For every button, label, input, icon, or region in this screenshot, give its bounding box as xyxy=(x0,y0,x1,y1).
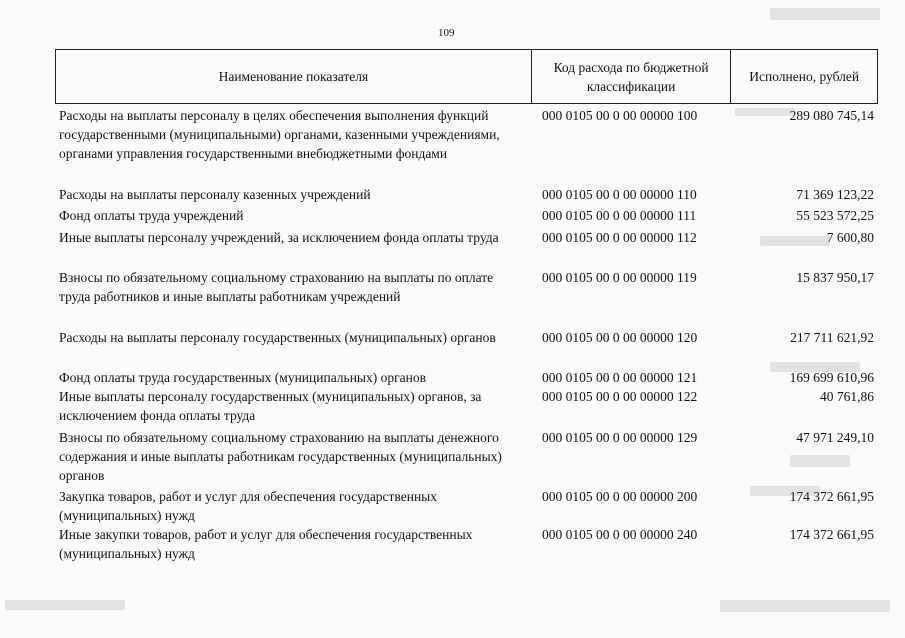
table-row xyxy=(55,268,878,325)
row-amount: 40 761,86 xyxy=(820,389,874,404)
row-amount: 47 971 249,10 xyxy=(796,430,874,445)
row-code: 000 0105 00 0 00 00000 111 xyxy=(542,208,697,223)
row-name: Взносы по обязательному социальному страхованию на выплаты по оплате труда работников и иные выплаты работникам учреждений xyxy=(59,270,494,304)
row-amount: 7 600,80 xyxy=(826,230,874,245)
row-code: 000 0105 00 0 00 00000 240 xyxy=(542,527,698,542)
table-row xyxy=(55,328,878,366)
table-row xyxy=(55,368,878,387)
row-name: Фонд оплаты труда учреждений xyxy=(59,208,244,223)
scan-noise xyxy=(5,600,125,610)
table-row xyxy=(55,228,878,266)
scan-noise xyxy=(790,455,850,467)
row-name: Иные выплаты персоналу государственных (муниципальных) органов, за исключением фонда оплаты труда xyxy=(59,389,482,423)
row-amount: 174 372 661,95 xyxy=(789,489,874,504)
row-code: 000 0105 00 0 00 00000 129 xyxy=(542,430,698,445)
row-code: 000 0105 00 0 00 00000 110 xyxy=(542,187,697,202)
row-amount: 217 711 621,92 xyxy=(790,330,874,345)
scan-noise xyxy=(760,236,830,246)
table-row xyxy=(55,387,878,425)
row-name: Закупка товаров, работ и услуг для обеспечения государственных (муниципальных) нужд xyxy=(59,489,438,523)
scan-noise xyxy=(720,600,890,612)
row-amount: 169 699 610,96 xyxy=(789,370,874,385)
table-row xyxy=(55,206,878,225)
scan-noise xyxy=(770,8,880,20)
row-name: Расходы на выплаты персоналу в целях обеспечения выполнения функций государственными (муниципальными) органами, казенными учреждениями, органами управления государственными внебюджетными фондами xyxy=(59,108,500,161)
scan-noise xyxy=(750,486,820,496)
row-name: Иные закупки товаров, работ и услуг для обеспечения государственных (муниципальных) нужд xyxy=(59,527,473,561)
row-name: Расходы на выплаты персоналу государственных (муниципальных) органов xyxy=(59,330,496,345)
row-code: 000 0105 00 0 00 00000 119 xyxy=(542,270,697,285)
header-name: Наименование показателя xyxy=(56,50,532,103)
row-name: Иные выплаты персоналу учреждений, за исключением фонда оплаты труда xyxy=(59,230,499,245)
table-row xyxy=(55,428,878,485)
table-row xyxy=(55,525,878,563)
row-name: Фонд оплаты труда государственных (муниципальных) органов xyxy=(59,370,426,385)
row-amount: 55 523 572,25 xyxy=(796,208,874,223)
row-code: 000 0105 00 0 00 00000 112 xyxy=(542,230,697,245)
row-code: 000 0105 00 0 00 00000 120 xyxy=(542,330,698,345)
scan-noise xyxy=(770,362,860,372)
row-amount: 174 372 661,95 xyxy=(789,527,874,542)
row-code: 000 0105 00 0 00 00000 200 xyxy=(542,489,698,504)
row-name: Взносы по обязательному социальному страхованию на выплаты денежного содержания и иные выплаты работникам государственных (муниципальных) органов xyxy=(59,430,502,483)
header-code: Код расхода по бюджетной классификации xyxy=(532,50,732,103)
scan-noise xyxy=(735,108,795,116)
row-amount: 289 080 745,14 xyxy=(789,108,874,123)
row-name: Расходы на выплаты персоналу казенных учреждений xyxy=(59,187,371,202)
row-amount: 15 837 950,17 xyxy=(796,270,874,285)
header-amount: Исполнено, рублей xyxy=(749,69,860,84)
table-header xyxy=(55,49,878,104)
row-code: 000 0105 00 0 00 00000 100 xyxy=(542,108,698,123)
row-amount: 71 369 123,22 xyxy=(796,187,874,202)
row-code: 000 0105 00 0 00 00000 122 xyxy=(542,389,698,404)
table-row xyxy=(55,185,878,204)
table-row xyxy=(55,106,878,182)
row-code: 000 0105 00 0 00 00000 121 xyxy=(542,370,698,385)
